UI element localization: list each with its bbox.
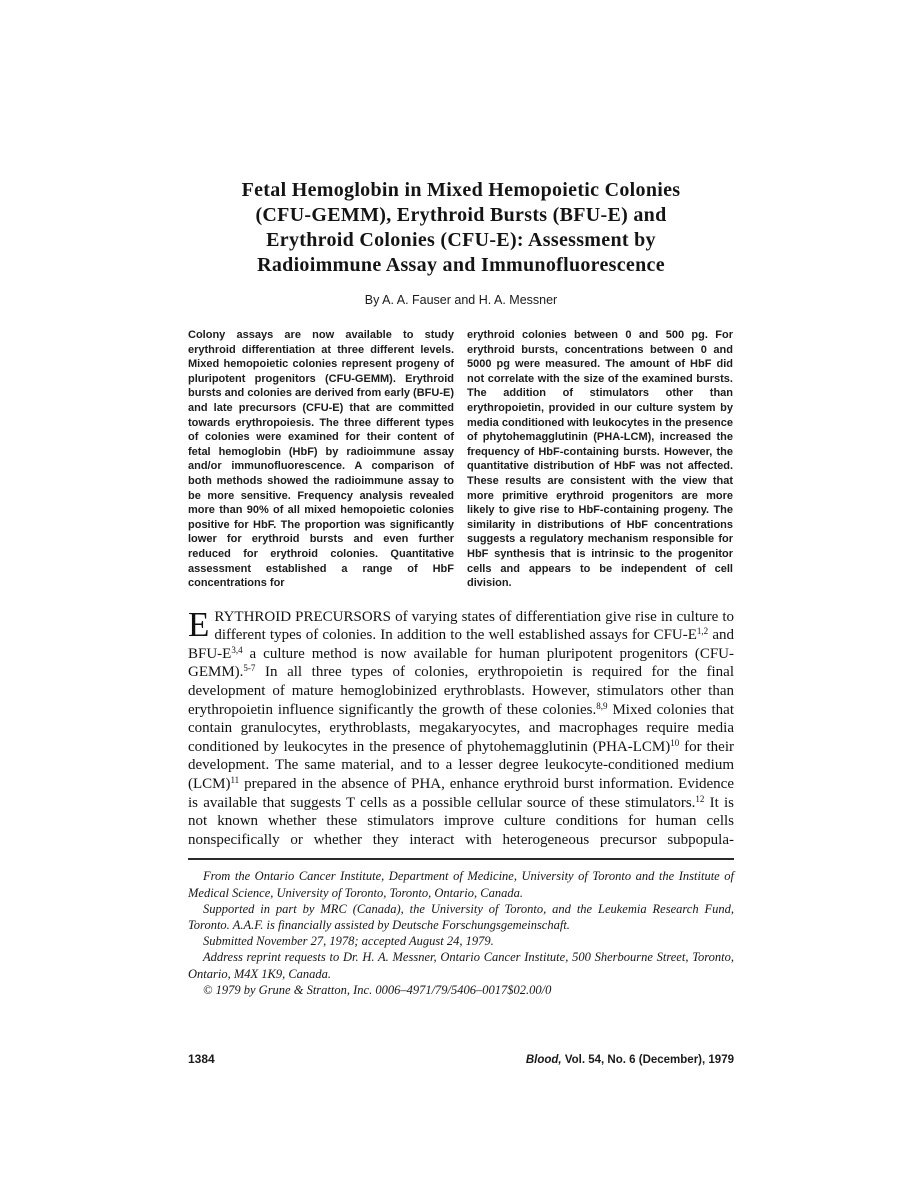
page-footer <box>188 1052 734 1066</box>
footnotes <box>188 868 734 998</box>
journal-citation <box>526 1054 734 1066</box>
footnote-dates: Submitted November 27, 1978; accepted August 24, 1979. <box>203 934 494 949</box>
title-line-1: Fetal Hemoglobin in Mixed Hemopoietic Colonies <box>241 179 681 201</box>
footnote-copyright: © 1979 by Grune & Stratton, Inc. 0006–4971/79/5406–0017$02.00/0 <box>203 982 552 997</box>
abstract <box>188 328 734 591</box>
title-line-2: (CFU-GEMM), Erythroid Bursts (BFU-E) and <box>255 204 667 226</box>
byline: By A. A. Fauser and H. A. Messner <box>364 293 558 307</box>
footnote-affiliation: From the Ontario Cancer Institute, Department of Medicine, University of Toronto and the Institute of Medical Science, University of Toronto, Toronto, Ontario, Canada. <box>188 869 734 900</box>
title-line-4: Radioimmune Assay and Immunofluorescence <box>257 254 665 276</box>
footnote-divider <box>188 858 734 860</box>
abstract-left-column: Colony assays are now available to study erythroid differentiation at three different levels. Mixed hemopoietic colonies represent progeny of pluripotent progenitors (CFU-GEMM). Erythroid bursts and colonies are derived from early (BFU-E) and late precursors (CFU-E) that are committed towards erythropoiesis. The three different types of colonies were examined for their content of fetal hemoglobin (HbF) by radioimmune assay and/or immunofluorescence. A comparison of both methods showed the radioimmune assay to be more sensitive. Frequency analysis revealed more than 90% of all mixed hemopoietic colonies positive for HbF. The proportion was significantly lower for erythroid bursts and even further reduced for erythroid colonies. Quantitative assessment established a range of HbF concentrations for <box>188 329 454 590</box>
page-title <box>188 178 734 278</box>
drop-cap: E <box>188 604 210 644</box>
abstract-right-column: erythroid colonies between 0 and 500 pg. For erythroid bursts, concentrations between 0 and 5000 pg were measured. The amount of HbF did not correlate with the size of the examined bursts. The addition of stimulators other than erythropoietin, provided in our culture system by media conditioned with leukocytes in the presence of phytohemagglutinin (PHA-LCM), increased the frequency of HbF-containing bursts. However, the quantitative distribution of HbF was not affected. These results are consistent with the view that more primitive erythroid progenitors are more likely to give rise to HbF-containing progeny. The similarity in distributions of HbF concentrations suggests a regulatory mechanism responsible for HbF synthesis that is intrinsic to the progenitor cells and appears to be independent of cell division. <box>467 329 733 590</box>
journal-name: Blood, <box>525 1054 562 1066</box>
footnote-reprints: Address reprint requests to Dr. H. A. Messner, Ontario Cancer Institute, 500 Sherbourne Street, Toronto, Ontario, M4X 1K9, Canada. <box>188 950 734 981</box>
body-text: RYTHROID PRECURSORS of varying states of differentiation give rise in culture to different types of colonies. In addition to the well established assays for CFU-$E^{1,2}$ and BFU-$E^{3,4}$ a culture method is now available for human pluripotent progenitors (CFU-GEMM).$^{5-7}$ In all three types of colonies, erythropoietin is required for the final development of mature hemoglobinized erythroblasts. However, stimulators other than erythropoietin influence significantly the growth of these colonies.$^{8,9}$ Mixed colonies that contain granulocytes, erythroblasts, megakaryocytes, and macrophages require media conditioned by leukocytes in the presence of phytohemagglutinin $(PHA-LCM)^{10}$ for their development. The same material, and to a lesser degree leukocyte-conditioned medium (LCM)$^{11}$ prepared in the absence of PHA, enhance erythroid burst information. Evidence is available that suggests T cells as a possible cellular source of these stimulators.$^{12}$ It is not known whether these stimulators improve culture conditions for human cells nonspecifically or whether they interact with heterogeneous precursor subpopula- <box>188 608 734 848</box>
page-content <box>188 178 734 998</box>
title-line-3: Erythroid Colonies (CFU-E): Assessment by <box>266 229 656 251</box>
footnote-support: Supported in part by MRC (Canada), the University of Toronto, and the Leukemia Research Fund, Toronto. A.A.F. is financially assisted by Deutsche Forschungsgemeinschaft. <box>188 901 734 933</box>
body-paragraph <box>188 604 734 850</box>
page-number: 1384 <box>188 1052 215 1066</box>
citation-rest: Vol. 54, No. 6 (December), 1979 <box>561 1054 734 1066</box>
